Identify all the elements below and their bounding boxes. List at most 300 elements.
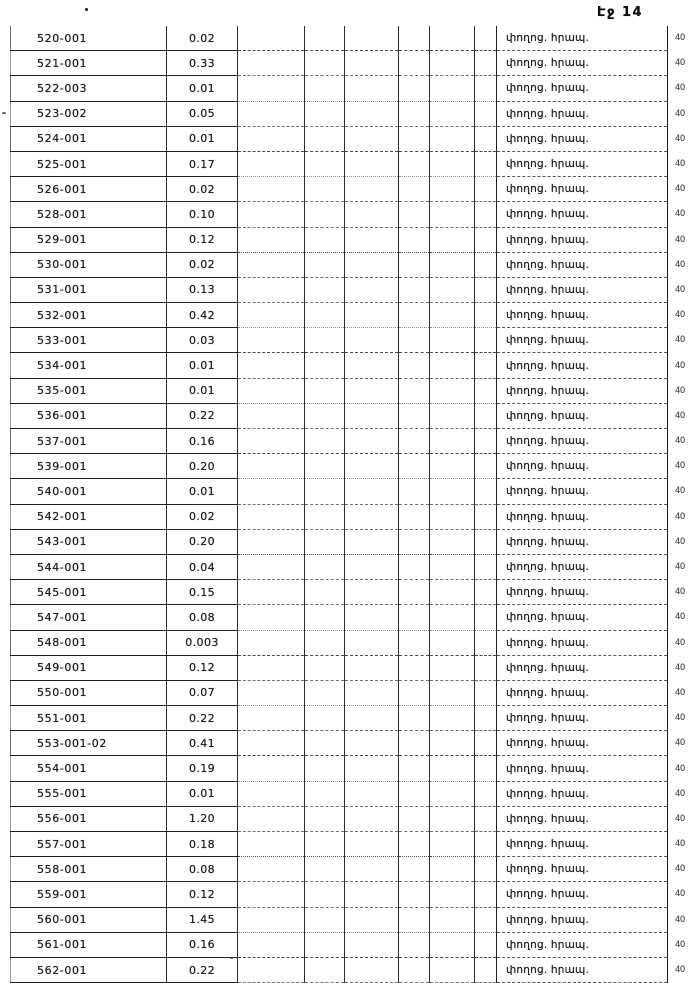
empty-cell — [238, 655, 305, 680]
land-use-cell — [497, 126, 668, 151]
parcel-code-cell — [11, 680, 167, 705]
page-edge-fragment: 40 — [675, 511, 685, 522]
empty-cell — [475, 957, 497, 982]
land-use-cell — [497, 957, 668, 982]
land-use-cell — [497, 429, 668, 454]
area-value-cell — [167, 605, 238, 630]
empty-cell — [305, 756, 345, 781]
parcel-code: 543-001 — [37, 535, 88, 549]
empty-cell — [399, 378, 430, 403]
page-edge-fragment: 40 — [675, 587, 685, 598]
parcel-code: 544-001 — [37, 560, 88, 574]
empty-cell — [430, 177, 475, 202]
empty-cell — [399, 957, 430, 982]
page-edge-fragment-cell — [668, 806, 696, 831]
empty-cell — [475, 126, 497, 151]
empty-cell — [345, 554, 399, 579]
parcel-code-cell — [11, 504, 167, 529]
empty-cell — [345, 655, 399, 680]
parcel-code-cell — [11, 51, 167, 76]
area-value-cell — [167, 655, 238, 680]
empty-cell — [238, 454, 305, 479]
parcel-code: 529-001 — [37, 233, 88, 247]
area-value: 0.02 — [188, 510, 216, 524]
page-edge-fragment: 40 — [675, 83, 685, 94]
table-row — [11, 76, 696, 101]
empty-cell — [345, 957, 399, 982]
empty-cell — [430, 832, 475, 857]
page-edge-fragment-cell — [668, 177, 696, 202]
land-use-cell — [497, 26, 668, 51]
parcel-code-cell — [11, 76, 167, 101]
empty-cell — [399, 479, 430, 504]
parcel-code-cell — [11, 26, 167, 51]
land-use-label: փողոց. հրապ. — [506, 460, 590, 473]
parcel-code-cell — [11, 630, 167, 655]
empty-cell — [238, 554, 305, 579]
empty-cell — [238, 26, 305, 51]
empty-cell — [430, 126, 475, 151]
land-use-cell — [497, 328, 668, 353]
parcel-code: 525-001 — [37, 157, 88, 171]
land-use-label: փողոց. հրապ. — [506, 938, 590, 951]
empty-cell — [399, 252, 430, 277]
empty-cell — [475, 781, 497, 806]
empty-cell — [345, 731, 399, 756]
empty-cell — [345, 227, 399, 252]
empty-cell — [345, 806, 399, 831]
empty-cell — [475, 177, 497, 202]
empty-cell — [345, 781, 399, 806]
area-value-cell — [167, 529, 238, 554]
page-edge-fragment-cell — [668, 857, 696, 882]
empty-cell — [399, 706, 430, 731]
parcel-code: 550-001 — [37, 686, 88, 700]
land-use-label: փողոց. հրապ. — [506, 32, 590, 45]
land-use-label: փողոց. հրապ. — [506, 888, 590, 901]
area-value-cell — [167, 26, 238, 51]
page-edge-fragment: 40 — [675, 360, 685, 371]
area-value-cell — [167, 806, 238, 831]
area-value-cell — [167, 907, 238, 932]
parcel-code: 528-001 — [37, 207, 88, 221]
empty-cell — [345, 76, 399, 101]
empty-cell — [399, 454, 430, 479]
parcel-code-cell — [11, 378, 167, 403]
empty-cell — [238, 328, 305, 353]
page-edge-fragment-cell — [668, 227, 696, 252]
empty-cell — [238, 353, 305, 378]
page-edge-fragment-cell — [668, 781, 696, 806]
empty-cell — [430, 529, 475, 554]
area-value-cell — [167, 731, 238, 756]
parcel-code: 537-001 — [37, 434, 88, 448]
page-edge-fragment-cell — [668, 957, 696, 982]
land-use-cell — [497, 227, 668, 252]
empty-cell — [399, 177, 430, 202]
empty-cell — [345, 202, 399, 227]
parcel-code-cell — [11, 429, 167, 454]
area-value: 0.01 — [188, 787, 216, 801]
parcel-code-cell — [11, 580, 167, 605]
page-edge-fragment-cell — [668, 932, 696, 957]
land-use-label: փողոց. հրապ. — [506, 712, 590, 725]
empty-cell — [345, 378, 399, 403]
table-row — [11, 756, 696, 781]
area-value: 0.17 — [188, 157, 216, 171]
parcel-code-cell — [11, 806, 167, 831]
empty-cell — [399, 126, 430, 151]
land-use-label: փողոց. հրապ. — [506, 485, 590, 498]
empty-cell — [305, 680, 345, 705]
land-use-label: փողոց. հրապ. — [506, 309, 590, 322]
empty-cell — [305, 957, 345, 982]
page-edge-fragment-cell — [668, 277, 696, 302]
empty-cell — [430, 630, 475, 655]
empty-cell — [399, 76, 430, 101]
land-use-cell — [497, 706, 668, 731]
area-value-cell — [167, 781, 238, 806]
land-use-cell — [497, 378, 668, 403]
empty-cell — [475, 857, 497, 882]
empty-cell — [345, 353, 399, 378]
empty-cell — [430, 403, 475, 428]
land-use-label: փողոց. հրապ. — [506, 57, 590, 70]
empty-cell — [345, 151, 399, 176]
table-row — [11, 932, 696, 957]
land-use-label: փողոց. հրապ. — [506, 838, 590, 851]
parcel-code: 542-001 — [37, 510, 88, 524]
empty-cell — [475, 227, 497, 252]
parcel-code: 561-001 — [37, 938, 88, 952]
empty-cell — [430, 756, 475, 781]
empty-cell — [399, 101, 430, 126]
empty-cell — [475, 529, 497, 554]
area-value-cell — [167, 126, 238, 151]
parcel-code: 524-001 — [37, 132, 88, 146]
empty-cell — [430, 252, 475, 277]
land-use-label: փողոց. հրապ. — [506, 208, 590, 221]
land-use-cell — [497, 680, 668, 705]
page-edge-fragment: 40 — [675, 184, 685, 195]
page-edge-fragment-cell — [668, 252, 696, 277]
page-edge-fragment: 40 — [675, 536, 685, 547]
empty-cell — [345, 454, 399, 479]
area-value: 0.41 — [188, 736, 216, 750]
parcel-code: 553-001-02 — [37, 736, 107, 750]
page-number: Էջ 14 — [597, 5, 644, 20]
empty-cell — [238, 126, 305, 151]
empty-cell — [305, 554, 345, 579]
page-edge-fragment: 40 — [675, 259, 685, 270]
land-use-cell — [497, 605, 668, 630]
page-edge-fragment-cell — [668, 51, 696, 76]
land-use-cell — [497, 101, 668, 126]
empty-cell — [475, 554, 497, 579]
area-value-cell — [167, 51, 238, 76]
parcel-code: 549-001 — [37, 661, 88, 675]
parcel-code: 531-001 — [37, 283, 88, 297]
empty-cell — [475, 403, 497, 428]
empty-cell — [399, 605, 430, 630]
page-edge-fragment: 40 — [675, 864, 685, 875]
empty-cell — [238, 252, 305, 277]
page-edge-fragment-cell — [668, 882, 696, 907]
empty-cell — [399, 202, 430, 227]
empty-cell — [430, 706, 475, 731]
area-value-cell — [167, 882, 238, 907]
empty-cell — [305, 731, 345, 756]
land-use-label: փողոց. հրապ. — [506, 132, 590, 145]
table-row — [11, 781, 696, 806]
land-use-label: փողոց. հրապ. — [506, 586, 590, 599]
land-use-cell — [497, 51, 668, 76]
empty-cell — [238, 731, 305, 756]
parcel-code: 523-002 — [37, 107, 88, 121]
empty-cell — [475, 277, 497, 302]
page-edge-fragment: 40 — [675, 889, 685, 900]
empty-cell — [430, 504, 475, 529]
table-row — [11, 605, 696, 630]
page-edge-fragment: 40 — [675, 234, 685, 245]
parcel-code: 530-001 — [37, 258, 88, 272]
land-use-label: փողոց. հրապ. — [506, 510, 590, 523]
page-edge-fragment: 40 — [675, 58, 685, 69]
empty-cell — [238, 76, 305, 101]
page-edge-fragment-cell — [668, 680, 696, 705]
empty-cell — [238, 706, 305, 731]
land-use-label: փողոց. հրապ. — [506, 384, 590, 397]
empty-cell — [475, 756, 497, 781]
empty-cell — [305, 832, 345, 857]
land-use-label: փողոց. հրապ. — [506, 787, 590, 800]
area-value: 0.01 — [188, 81, 216, 95]
page-edge-fragment-cell — [668, 454, 696, 479]
page-edge-fragment-cell — [668, 328, 696, 353]
land-parcel-table — [10, 26, 696, 983]
empty-cell — [238, 101, 305, 126]
page-edge-fragment-cell — [668, 202, 696, 227]
parcel-code-cell — [11, 605, 167, 630]
empty-cell — [430, 605, 475, 630]
area-value-cell — [167, 403, 238, 428]
table-row — [11, 328, 696, 353]
empty-cell — [399, 731, 430, 756]
empty-cell — [430, 51, 475, 76]
empty-cell — [430, 303, 475, 328]
land-use-cell — [497, 907, 668, 932]
empty-cell — [475, 303, 497, 328]
empty-cell — [305, 857, 345, 882]
table-row — [11, 353, 696, 378]
land-use-label: փողոց. հրապ. — [506, 737, 590, 750]
area-value: 0.04 — [188, 560, 216, 574]
parcel-code-cell — [11, 706, 167, 731]
page-edge-fragment-cell — [668, 126, 696, 151]
empty-cell — [430, 353, 475, 378]
empty-cell — [238, 429, 305, 454]
area-value: 0.12 — [188, 661, 216, 675]
land-use-label: փողոց. հրապ. — [506, 435, 590, 448]
empty-cell — [345, 907, 399, 932]
empty-cell — [238, 630, 305, 655]
area-value-cell — [167, 504, 238, 529]
area-value-cell — [167, 479, 238, 504]
empty-cell — [238, 756, 305, 781]
area-value: 1.45 — [188, 913, 216, 927]
land-use-cell — [497, 580, 668, 605]
area-value: 0.22 — [188, 711, 216, 725]
empty-cell — [399, 932, 430, 957]
empty-cell — [345, 479, 399, 504]
empty-cell — [399, 227, 430, 252]
land-use-label: փողոց. հրապ. — [506, 183, 590, 196]
parcel-code: 522-003 — [37, 81, 88, 95]
empty-cell — [238, 907, 305, 932]
empty-cell — [345, 177, 399, 202]
land-use-cell — [497, 731, 668, 756]
empty-cell — [305, 76, 345, 101]
area-value: 0.02 — [188, 258, 216, 272]
empty-cell — [475, 655, 497, 680]
empty-cell — [399, 303, 430, 328]
empty-cell — [399, 630, 430, 655]
area-value: 0.01 — [188, 359, 216, 373]
area-value-cell — [167, 252, 238, 277]
page-edge-fragment-cell — [668, 353, 696, 378]
page-edge-fragment-cell — [668, 756, 696, 781]
empty-cell — [305, 303, 345, 328]
land-use-label: փողոց. հրապ. — [506, 409, 590, 422]
empty-cell — [345, 832, 399, 857]
empty-cell — [345, 706, 399, 731]
page-edge-fragment: 40 — [675, 914, 685, 925]
area-value-cell — [167, 932, 238, 957]
parcel-code-cell — [11, 126, 167, 151]
empty-cell — [475, 907, 497, 932]
page-edge-fragment-cell — [668, 479, 696, 504]
empty-cell — [399, 756, 430, 781]
land-use-label: փողոց. հրապ. — [506, 283, 590, 296]
page-edge-fragment: 40 — [675, 738, 685, 749]
page-edge-fragment-cell — [668, 907, 696, 932]
empty-cell — [238, 504, 305, 529]
empty-cell — [399, 26, 430, 51]
empty-cell — [345, 252, 399, 277]
empty-cell — [238, 680, 305, 705]
empty-cell — [305, 403, 345, 428]
empty-cell — [345, 882, 399, 907]
page-edge-fragment-cell — [668, 706, 696, 731]
land-use-label: փողոց. հրապ. — [506, 686, 590, 699]
parcel-code: 539-001 — [37, 459, 88, 473]
area-value-cell — [167, 580, 238, 605]
parcel-code: 536-001 — [37, 409, 88, 423]
empty-cell — [305, 328, 345, 353]
empty-cell — [345, 504, 399, 529]
empty-cell — [305, 177, 345, 202]
empty-cell — [305, 101, 345, 126]
parcel-code: 555-001 — [37, 787, 88, 801]
empty-cell — [399, 857, 430, 882]
empty-cell — [238, 378, 305, 403]
page-edge-fragment-cell — [668, 504, 696, 529]
table-row — [11, 454, 696, 479]
empty-cell — [399, 277, 430, 302]
page-edge-fragment: 40 — [675, 209, 685, 220]
empty-cell — [345, 429, 399, 454]
empty-cell — [238, 580, 305, 605]
empty-cell — [430, 101, 475, 126]
empty-cell — [475, 630, 497, 655]
parcel-code-cell — [11, 151, 167, 176]
page-edge-fragment: 40 — [675, 662, 685, 673]
table-row — [11, 252, 696, 277]
empty-cell — [430, 731, 475, 756]
empty-cell — [305, 51, 345, 76]
page-edge-fragment: 40 — [675, 385, 685, 396]
empty-cell — [238, 151, 305, 176]
page-edge-fragment: 40 — [675, 486, 685, 497]
parcel-code-cell — [11, 932, 167, 957]
empty-cell — [238, 227, 305, 252]
area-value: 0.42 — [188, 308, 216, 322]
area-value: 0.02 — [188, 31, 216, 45]
empty-cell — [475, 580, 497, 605]
empty-cell — [345, 630, 399, 655]
land-use-cell — [497, 857, 668, 882]
table-row — [11, 227, 696, 252]
empty-cell — [345, 403, 399, 428]
empty-cell — [430, 227, 475, 252]
area-value-cell — [167, 630, 238, 655]
empty-cell — [305, 429, 345, 454]
parcel-code: 520-001 — [37, 31, 88, 45]
page-edge-fragment: 40 — [675, 939, 685, 950]
empty-cell — [475, 806, 497, 831]
empty-cell — [430, 857, 475, 882]
area-value: 0.16 — [188, 434, 216, 448]
empty-cell — [475, 353, 497, 378]
parcel-code: 526-001 — [37, 182, 88, 196]
land-use-label: փողոց. հրապ. — [506, 913, 590, 926]
page-edge-fragment: 40 — [675, 839, 685, 850]
empty-cell — [430, 26, 475, 51]
empty-cell — [345, 580, 399, 605]
empty-cell — [238, 882, 305, 907]
table-row — [11, 907, 696, 932]
empty-cell — [399, 580, 430, 605]
area-value: 0.20 — [188, 459, 216, 473]
parcel-code: 554-001 — [37, 762, 88, 776]
empty-cell — [475, 680, 497, 705]
empty-cell — [345, 101, 399, 126]
land-use-cell — [497, 303, 668, 328]
empty-cell — [475, 76, 497, 101]
empty-cell — [345, 857, 399, 882]
area-value: 0.16 — [188, 938, 216, 952]
empty-cell — [305, 504, 345, 529]
empty-cell — [238, 202, 305, 227]
page-edge-fragment: 40 — [675, 637, 685, 648]
empty-cell — [430, 328, 475, 353]
parcel-code-cell — [11, 529, 167, 554]
table-row — [11, 529, 696, 554]
empty-cell — [345, 756, 399, 781]
empty-cell — [475, 731, 497, 756]
empty-cell — [399, 907, 430, 932]
area-value: 0.05 — [188, 107, 216, 121]
